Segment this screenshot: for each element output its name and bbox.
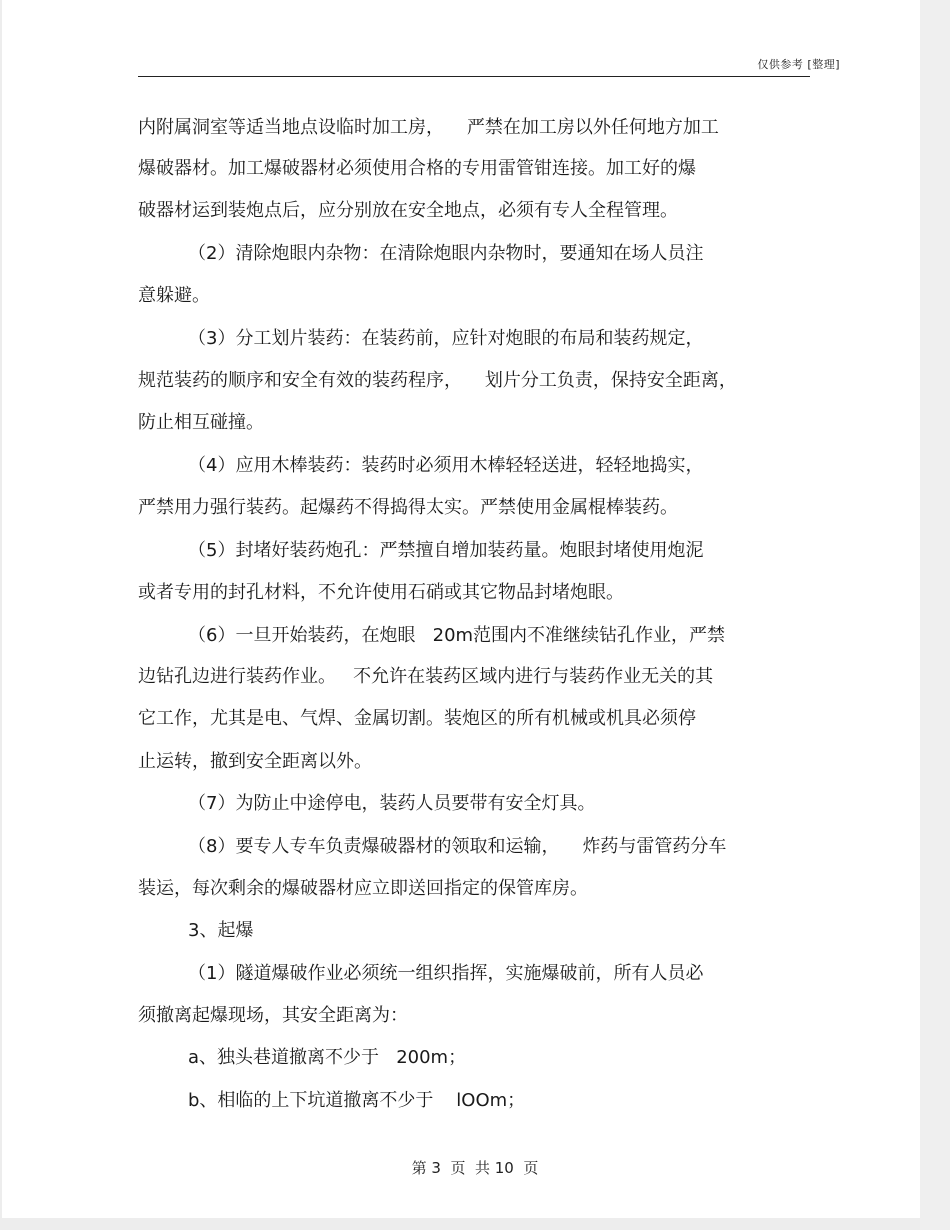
body-line: 或者专用的封孔材料，不允许使用石硝或其它物品封堵炮眼。 [138,582,624,603]
body-line: （1）隧道爆破作业必须统一组织指挥，实施爆破前，所有人员必 [188,963,704,984]
body-line: 严禁用力强行装药。起爆药不得捣得太实。严禁使用金属棍棒装药。 [138,497,678,518]
body-line: 破器材运到装炮点后，应分别放在安全地点，必须有专人全程管理。 [138,200,678,221]
header-rule [138,76,810,77]
body-line: 规范装药的顺序和安全有效的装药程序， 划片分工负责，保持安全距离， [138,370,737,391]
body-line: 装运，每次剩余的爆破器材应立即送回指定的保管库房。 [138,878,588,899]
document-page [2,0,921,1218]
body-line: （5）封堵好装药炮孔：严禁擅自增加装药量。炮眼封堵使用炮泥 [188,540,704,561]
body-line: （6）一旦开始装药，在炮眼 20m范围内不准继续钻孔作业，严禁 [188,625,726,646]
body-line: 止运转，撤到安全距离以外。 [138,751,372,772]
body-line: 须撤离起爆现场，其安全距离为： [138,1005,408,1026]
page-footer: 第 3 页 共 10 页 [411,1159,539,1177]
body-line: 防止相互碰撞。 [138,412,264,433]
section-heading: 3、起爆 [188,920,254,941]
body-line: 爆破器材。加工爆破器材必须使用合格的专用雷管钳连接。加工好的爆 [138,158,696,179]
list-item: b、相临的上下坑道撤离不少于 lOOm； [188,1090,526,1111]
body-line: （4）应用木棒装药：装药时必须用木棒轻轻送进，轻轻地捣实， [188,455,704,476]
body-line: （8）要专人专车负责爆破器材的领取和运输， 炸药与雷管药分车 [188,836,727,857]
page-header: 仅供参考 [整理] [757,58,840,71]
body-line: 内附属洞室等适当地点设临时加工房， 严禁在加工房以外任何地方加工 [138,117,719,138]
body-line: （2）清除炮眼内杂物：在清除炮眼内杂物时，要通知在场人员注 [188,243,704,264]
body-line: 它工作，尤其是电、气焊、金属切割。装炮区的所有机械或机具必须停 [138,708,696,729]
body-line: （7）为防止中途停电，装药人员要带有安全灯具。 [188,793,596,814]
body-line: 意躲避。 [138,285,210,306]
viewer-background [920,0,950,1230]
list-item: a、独头巷道撤离不少于 200m； [188,1047,467,1068]
body-line: 边钻孔边进行装药作业。 不允许在装药区域内进行与装药作业无关的其 [138,666,714,687]
body-line: （3）分工划片装药：在装药前，应针对炮眼的布局和装药规定， [188,328,704,349]
